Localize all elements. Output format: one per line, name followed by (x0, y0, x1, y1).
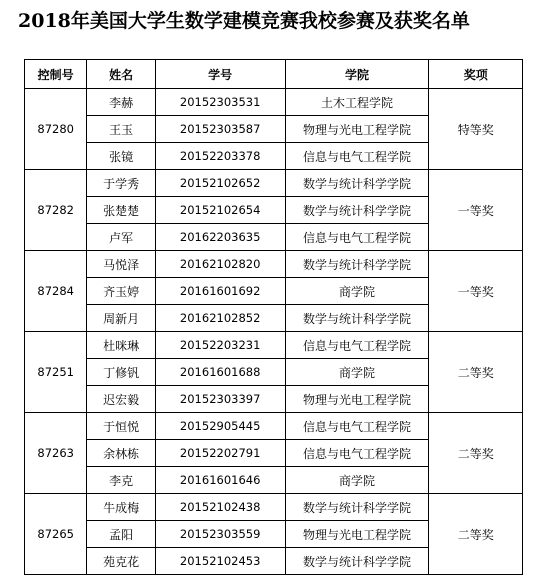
award-cell: 二等奖 (429, 494, 523, 575)
student-id-cell: 20152303531 (155, 89, 285, 116)
student-name-cell: 张镜 (87, 143, 155, 170)
student-id-cell: 20152202791 (155, 440, 285, 467)
college-cell: 商学院 (285, 278, 429, 305)
student-name-cell: 丁修钒 (87, 359, 155, 386)
student-id-cell: 20162102852 (155, 305, 285, 332)
student-id-cell: 20161601688 (155, 359, 285, 386)
college-cell: 数学与统计科学学院 (285, 170, 429, 197)
award-cell: 特等奖 (429, 89, 523, 170)
column-header-name: 姓名 (87, 60, 155, 89)
award-cell: 一等奖 (429, 251, 523, 332)
student-name-cell: 余林栋 (87, 440, 155, 467)
student-name-cell: 李赫 (87, 89, 155, 116)
student-name-cell: 李克 (87, 467, 155, 494)
student-name-cell: 迟宏毅 (87, 386, 155, 413)
column-header-college: 学院 (285, 60, 429, 89)
award-cell: 二等奖 (429, 413, 523, 494)
student-id-cell: 20152303397 (155, 386, 285, 413)
table-row (25, 251, 523, 278)
student-id-cell: 20152102654 (155, 197, 285, 224)
college-cell: 物理与光电工程学院 (285, 521, 429, 548)
college-cell: 数学与统计科学学院 (285, 305, 429, 332)
student-id-cell: 20152303587 (155, 116, 285, 143)
college-cell: 商学院 (285, 467, 429, 494)
college-cell: 信息与电气工程学院 (285, 224, 429, 251)
college-cell: 数学与统计科学学院 (285, 197, 429, 224)
control-number-cell: 87263 (25, 413, 87, 494)
college-cell: 数学与统计科学学院 (285, 251, 429, 278)
column-header-control: 控制号 (25, 60, 87, 89)
control-number-cell: 87251 (25, 332, 87, 413)
student-name-cell: 于学秀 (87, 170, 155, 197)
table-body (25, 89, 523, 575)
student-name-cell: 卢军 (87, 224, 155, 251)
table-header-row (25, 60, 523, 89)
student-id-cell: 20162102820 (155, 251, 285, 278)
college-cell: 信息与电气工程学院 (285, 332, 429, 359)
student-id-cell: 20152303559 (155, 521, 285, 548)
table-row (25, 89, 523, 116)
page-title: 2018年美国大学生数学建模竞赛我校参赛及获奖名单 (18, 10, 470, 32)
college-cell: 信息与电气工程学院 (285, 413, 429, 440)
student-name-cell: 牛成梅 (87, 494, 155, 521)
college-cell: 数学与统计科学学院 (285, 494, 429, 521)
student-name-cell: 孟阳 (87, 521, 155, 548)
student-id-cell: 20152203378 (155, 143, 285, 170)
student-name-cell: 齐玉婷 (87, 278, 155, 305)
student-id-cell: 20152905445 (155, 413, 285, 440)
column-header-award: 奖项 (429, 60, 523, 89)
student-id-cell: 20152102438 (155, 494, 285, 521)
student-name-cell: 王玉 (87, 116, 155, 143)
college-cell: 信息与电气工程学院 (285, 440, 429, 467)
column-header-student-id: 学号 (155, 60, 285, 89)
college-cell: 商学院 (285, 359, 429, 386)
table-row (25, 332, 523, 359)
control-number-cell: 87282 (25, 170, 87, 251)
student-id-cell: 20152102453 (155, 548, 285, 575)
table-row (25, 494, 523, 521)
control-number-cell: 87265 (25, 494, 87, 575)
student-id-cell: 20162203635 (155, 224, 285, 251)
college-cell: 信息与电气工程学院 (285, 143, 429, 170)
table-row (25, 170, 523, 197)
control-number-cell: 87280 (25, 89, 87, 170)
student-name-cell: 于恒悦 (87, 413, 155, 440)
award-cell: 一等奖 (429, 170, 523, 251)
student-id-cell: 20161601692 (155, 278, 285, 305)
student-id-cell: 20161601646 (155, 467, 285, 494)
award-cell: 二等奖 (429, 332, 523, 413)
student-name-cell: 周新月 (87, 305, 155, 332)
table-row (25, 413, 523, 440)
college-cell: 物理与光电工程学院 (285, 386, 429, 413)
college-cell: 物理与光电工程学院 (285, 116, 429, 143)
student-id-cell: 20152102652 (155, 170, 285, 197)
college-cell: 土木工程学院 (285, 89, 429, 116)
student-name-cell: 杜咪琳 (87, 332, 155, 359)
student-id-cell: 20152203231 (155, 332, 285, 359)
control-number-cell: 87284 (25, 251, 87, 332)
college-cell: 数学与统计科学学院 (285, 548, 429, 575)
student-name-cell: 张楚楚 (87, 197, 155, 224)
student-name-cell: 马悦泽 (87, 251, 155, 278)
student-name-cell: 苑克花 (87, 548, 155, 575)
award-table (24, 59, 523, 575)
